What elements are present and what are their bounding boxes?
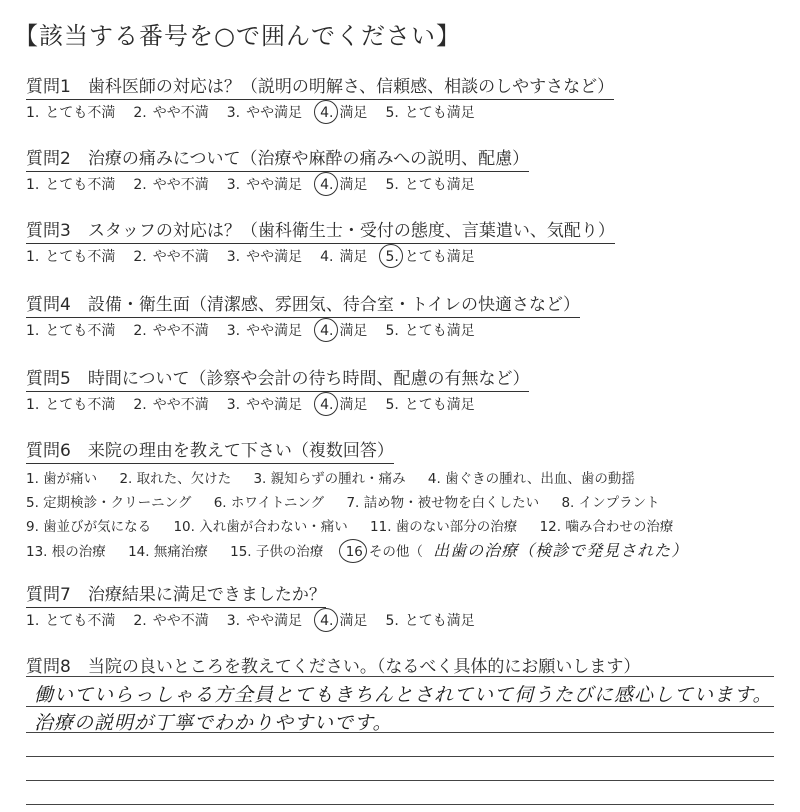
option[interactable]	[133, 102, 208, 124]
option-number: 5.	[385, 323, 399, 339]
option[interactable]	[320, 320, 367, 342]
answer-line	[26, 676, 774, 677]
option[interactable]: 3. 親知らずの腫れ・痛み	[253, 471, 406, 487]
option-number: 4.	[320, 102, 333, 124]
option-label: やや満足	[246, 177, 303, 193]
option[interactable]: 13. 根の治療	[26, 544, 106, 560]
question-6	[26, 436, 766, 562]
selection-circle	[314, 392, 338, 416]
selection-circle	[314, 100, 338, 124]
option[interactable]	[320, 246, 367, 268]
answer-line	[26, 780, 774, 781]
option-label: やや不満	[152, 105, 209, 121]
option-label: 満足	[339, 397, 368, 413]
handwritten-answer-line-2: 治療の説明が丁寧でわかりやすいです。	[34, 712, 393, 734]
answer-options	[26, 174, 766, 196]
option[interactable]: 12. 噛み合わせの治療	[539, 519, 674, 535]
option[interactable]	[133, 394, 208, 416]
option-label: やや不満	[152, 249, 209, 265]
option-number: 2.	[133, 105, 147, 121]
option-number: 2.	[133, 323, 147, 339]
option-label: とても満足	[404, 249, 475, 265]
question-8	[26, 652, 766, 679]
option[interactable]: 9. 歯並びが気になる	[26, 519, 152, 535]
option[interactable]	[133, 320, 208, 342]
option[interactable]: 15. 子供の治療	[230, 544, 324, 560]
handwritten-answer-line-1: 働いていらっしゃる方全員とてもきちんとされていて伺うたびに感心しています。	[34, 684, 773, 706]
option-label: とても満足	[404, 613, 475, 629]
option-label: やや満足	[246, 613, 303, 629]
answer-line	[26, 706, 774, 707]
option-number: 2.	[133, 613, 147, 629]
option-label: やや満足	[246, 249, 303, 265]
answer-line	[26, 804, 774, 805]
option-label: とても満足	[404, 105, 475, 121]
question-5	[26, 364, 766, 416]
question-title: 質問4 設備・衛生面（清潔感、雰囲気、待合室・トイレの快適さなど）	[26, 290, 580, 318]
q6-row4	[26, 540, 766, 562]
answer-options	[26, 320, 766, 342]
answer-options	[26, 394, 766, 416]
question-title: 質問5 時間について（診察や会計の待ち時間、配慮の有無など）	[26, 364, 529, 392]
option-label: とても不満	[45, 323, 116, 339]
answer-options	[26, 102, 766, 124]
option-number: 1.	[26, 249, 40, 265]
question-4	[26, 290, 766, 342]
option-label: とても不満	[45, 249, 116, 265]
selection-circle	[339, 539, 367, 563]
option[interactable]	[227, 246, 302, 268]
option[interactable]: 10. 入れ歯が合わない・痛い	[173, 519, 348, 535]
option-number: 5.	[385, 397, 399, 413]
option[interactable]	[227, 320, 302, 342]
option[interactable]	[320, 394, 367, 416]
option[interactable]	[385, 246, 474, 268]
option-number: 4.	[320, 610, 333, 632]
option-label: 満足	[339, 249, 368, 265]
option-label: やや不満	[152, 613, 209, 629]
selection-circle	[379, 244, 403, 268]
question-title: 質問3 スタッフの対応は？（歯科衛生士・受付の態度、言葉遣い、気配り）	[26, 216, 615, 244]
option-number: 3.	[226, 105, 241, 121]
option[interactable]: 6. ホワイトニング	[213, 495, 325, 511]
option[interactable]: 8. インプラント	[561, 495, 660, 511]
option-number: 5.	[385, 105, 399, 121]
option-number: 5.	[385, 246, 398, 268]
option-number: 1.	[26, 323, 40, 339]
option-number: 2.	[133, 177, 147, 193]
option-label: とても満足	[404, 177, 475, 193]
option[interactable]: 5. 定期検診・クリーニング	[26, 495, 192, 511]
option-label: とても満足	[404, 397, 475, 413]
question-7	[26, 580, 766, 632]
option-number: 4.	[320, 394, 333, 416]
selection-circle	[314, 608, 338, 632]
option[interactable]	[26, 320, 115, 342]
option[interactable]	[133, 610, 208, 632]
option[interactable]	[320, 610, 367, 632]
option[interactable]	[26, 174, 115, 196]
answer-line	[26, 756, 774, 757]
option[interactable]	[227, 174, 302, 196]
option[interactable]	[320, 102, 367, 124]
option-label: 満足	[339, 613, 368, 629]
option-number: 1.	[26, 397, 40, 413]
option[interactable]	[385, 102, 474, 124]
question-3	[26, 216, 766, 268]
option-label: やや不満	[152, 323, 209, 339]
answer-options	[26, 610, 766, 632]
option[interactable]: 2. 取れた、欠けた	[119, 471, 232, 487]
option[interactable]: 1. 歯が痛い	[26, 471, 98, 487]
option-number: 3.	[226, 323, 241, 339]
option-label: やや不満	[152, 177, 209, 193]
option[interactable]	[227, 102, 302, 124]
option-label: やや満足	[246, 397, 303, 413]
option[interactable]	[133, 174, 208, 196]
option-label: とても不満	[45, 105, 116, 121]
option[interactable]	[385, 394, 474, 416]
option-number: 3.	[226, 177, 241, 193]
handwritten-other-answer: 出歯の治療（検診で発見された）	[433, 541, 689, 560]
option[interactable]: 14. 無痛治療	[128, 544, 208, 560]
option-label: 満足	[339, 323, 368, 339]
option-number: 1.	[26, 613, 40, 629]
option-number: 3.	[226, 613, 241, 629]
option-label: とても不満	[45, 613, 116, 629]
option-number: 1.	[26, 105, 40, 121]
option-number: 4.	[320, 249, 334, 265]
option-label: やや不満	[152, 397, 209, 413]
option-number: 5.	[385, 613, 399, 629]
option-label: とても不満	[45, 177, 116, 193]
option-number: 2.	[133, 397, 147, 413]
option[interactable]	[385, 320, 474, 342]
option-label: とても不満	[45, 397, 116, 413]
option-number: 3.	[226, 397, 241, 413]
option-number: 2.	[133, 249, 147, 265]
option[interactable]	[320, 174, 367, 196]
option[interactable]	[26, 610, 115, 632]
option[interactable]	[227, 394, 302, 416]
option[interactable]	[385, 610, 474, 632]
option-number: 3.	[226, 249, 241, 265]
option-label: 満足	[339, 105, 368, 121]
option[interactable]: 4. 歯ぐきの腫れ、出血、歯の動揺	[427, 471, 635, 487]
question-title: 質問6 来院の理由を教えて下さい（複数回答）	[26, 436, 394, 464]
option[interactable]	[133, 246, 208, 268]
option-number: 16	[346, 541, 363, 563]
option[interactable]	[26, 102, 115, 124]
option[interactable]	[385, 174, 474, 196]
question-title: 質問1 歯科医師の対応は？（説明の明解さ、信頼感、相談のしやすさなど）	[26, 72, 614, 100]
option-label: やや満足	[246, 105, 303, 121]
question-title: 質問8 当院の良いところを教えてください。（なるべく具体的にお願いします）	[26, 657, 641, 677]
option-other[interactable]: 16 その他（	[346, 541, 423, 563]
option-label: やや満足	[246, 323, 303, 339]
question-title: 質問2 治療の痛みについて（治療や麻酔の痛みへの説明、配慮）	[26, 144, 529, 172]
option-number: 4.	[320, 320, 333, 342]
selection-circle	[314, 318, 338, 342]
option[interactable]	[227, 610, 302, 632]
q6-row3	[26, 516, 766, 538]
page-title: 【該当する番号を○で囲んでください】	[14, 22, 461, 50]
option[interactable]: 7. 詰め物・被せ物を白くしたい	[346, 495, 540, 511]
question-title: 質問7 治療結果に満足できましたか？	[26, 580, 326, 608]
option[interactable]	[26, 246, 115, 268]
selection-circle	[314, 172, 338, 196]
option[interactable]: 11. 歯のない部分の治療	[370, 519, 518, 535]
q6-row2	[26, 492, 766, 514]
option[interactable]	[26, 394, 115, 416]
q6-row1	[26, 468, 766, 490]
option-number: 1.	[26, 177, 40, 193]
question-2	[26, 144, 766, 196]
answer-line	[26, 732, 774, 733]
option-number: 4.	[320, 174, 333, 196]
option-label: とても満足	[404, 323, 475, 339]
answer-options	[26, 246, 766, 268]
option-label: 満足	[339, 177, 368, 193]
question-1	[26, 72, 766, 124]
option-number: 5.	[385, 177, 399, 193]
